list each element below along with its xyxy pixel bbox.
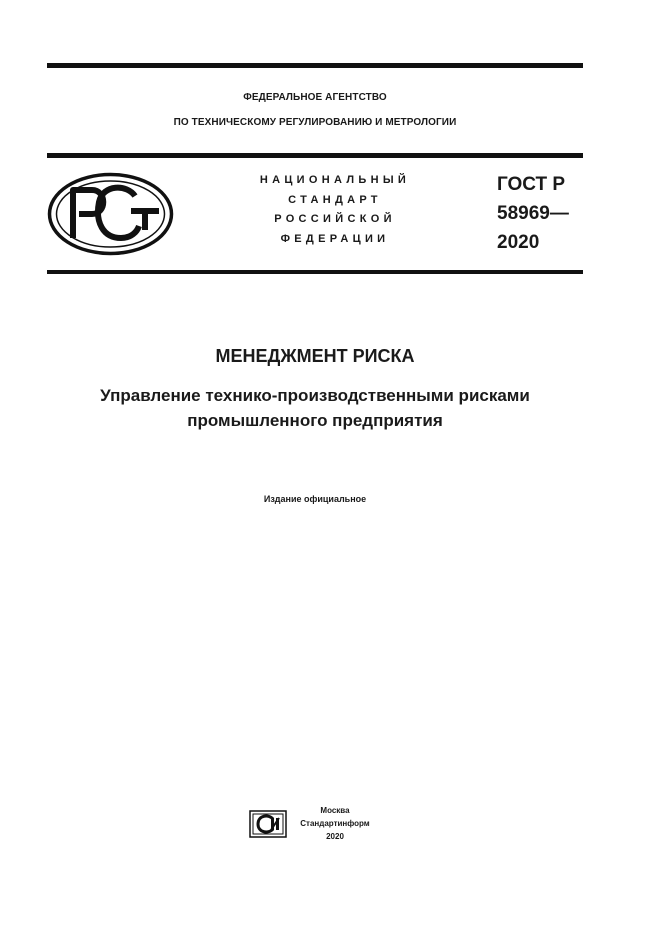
agency-line-1: ФЕДЕРАЛЬНОЕ АГЕНТСТВО — [243, 92, 387, 103]
document-subtitle-line-2: промышленного предприятия — [187, 411, 443, 430]
agency-line-2: ПО ТЕХНИЧЕСКОМУ РЕГУЛИРОВАНИЮ И МЕТРОЛОГИИ — [173, 117, 457, 128]
top-rule — [47, 63, 583, 68]
national-standard-line-4: ФЕДЕРАЦИИ — [280, 233, 390, 245]
gost-designation-line-1: ГОСТ Р — [497, 174, 566, 195]
publisher-name: Стандартинформ — [300, 819, 370, 828]
bottom-rule — [47, 270, 583, 274]
national-standard-line-1: НАЦИОНАЛЬНЫЙ — [259, 174, 411, 186]
publisher-year: 2020 — [326, 832, 344, 841]
edition-note: Издание официальное — [263, 494, 367, 504]
national-standard-line-3: РОССИЙСКОЙ — [274, 213, 396, 225]
national-standard-line-2: СТАНДАРТ — [288, 194, 382, 206]
gost-designation-line-3: 2020 — [497, 232, 540, 253]
rst-certification-logo-icon — [47, 172, 174, 256]
gost-designation-line-2: 58969— — [497, 203, 569, 224]
standartinform-logo-icon — [249, 810, 287, 838]
document-subtitle-line-1: Управление технико-производственными рисками — [100, 386, 530, 405]
middle-rule — [47, 153, 583, 158]
document-title: МЕНЕДЖМЕНТ РИСКА — [215, 346, 415, 366]
publisher-city: Москва — [320, 806, 350, 815]
